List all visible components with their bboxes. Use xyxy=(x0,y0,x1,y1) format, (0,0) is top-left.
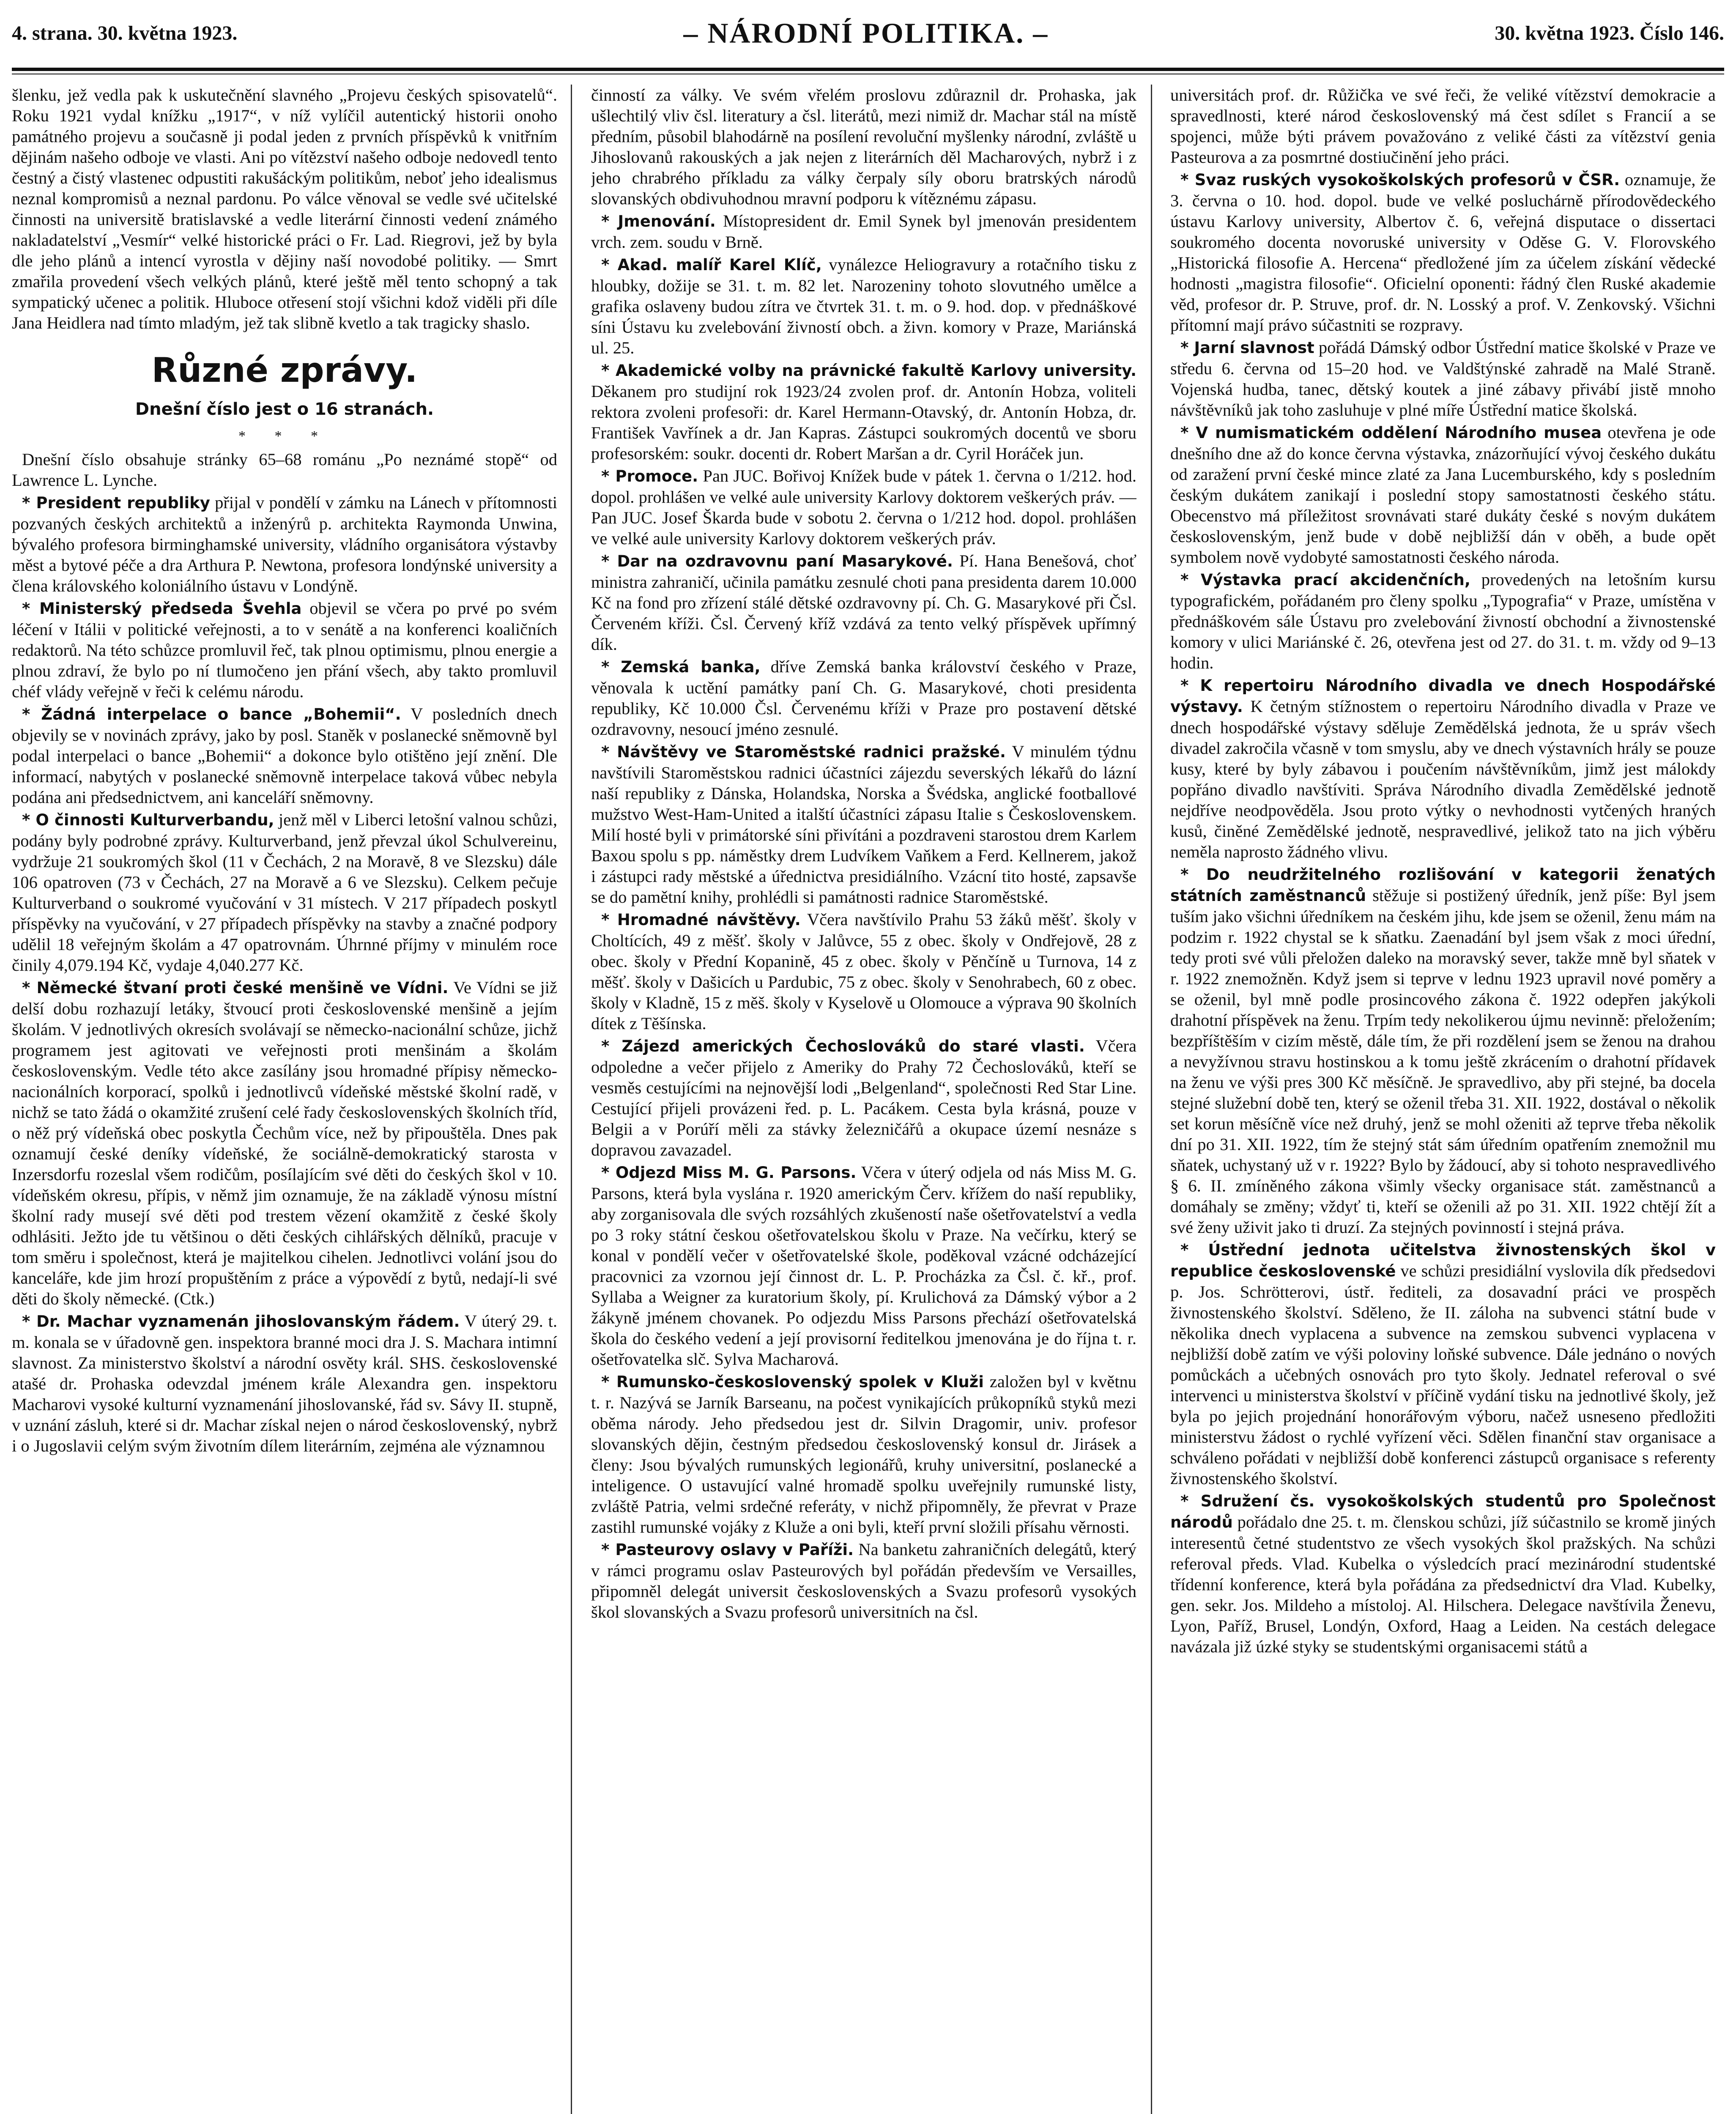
news-item xyxy=(591,466,1136,549)
header-rule xyxy=(12,68,1724,71)
news-text: V posledních dnech objevily se v novinách zprávy, jako by posl. Staněk v poslanecké sněmovně byl podal interpelaci o bance „Bohemii“ a dokonce bylo otištěno její znění. Dle informací, nabytých v poslanecké sněmovně interpelace taková vůbec nebyla podána ani předsednictvem, ani kanceláří sněmovny. xyxy=(12,704,557,807)
news-text: dříve Zemská banka království českého v Praze, věnovala k uctění památky paní Ch. G. Masarykové, choti presidenta republiky, Kč 10.000 Čsl. Červenému kříži v Praze pro postavení dětské ozdravovny, nesoucí jméno zesnulé. xyxy=(591,657,1136,739)
news-headline: * Promoce. xyxy=(601,467,698,485)
news-text: K četným stížnostem o repertoiru Národního divadla v Praze ve dnech hospodářské výstavy sděluje Zemědělská jednota, že u správ všech divadel zakročila včasně v tom smyslu, aby ve dnech výstavních hrály se pouze kusy, které by byly zábavou i poučením návštěvníkům, jimž jest málokdy popřáno divadlo navštíviti. Správa Národního divadla Zemědělské jednotě nejdříve neodpověděla. Jsou proto výtky o nevhodnosti vytčených hraných kusů, činěné Zemědělské jednotě, nespravedlivé, jelikož tato na jich výběru neměla naprosto žádného vlivu. xyxy=(1170,697,1716,861)
news-headline: * Zájezd amerických Čechoslováků do staré vlasti. xyxy=(601,1037,1085,1055)
news-text: pořádalo dne 25. t. m. členskou schůzi, jíž súčastnilo se kromě jiných interesentů četné studentstvo ze všech vysokých škol pražských. Na schůzi referoval předs. Vlad. Kubelka o výsledcích prací mezinárodní studentské třídenní konference, která byla pořádána za předsednictví dra Vlad. Kubelky, gen. sekr. Jos. Mildeho a místoloj. Al. Hilschera. Delegace navštívila Ženevu, Lyon, Paříž, Brusel, Londýn, Oxford, Haag a Leiden. Na cestách delegace navázala již úzké styky se studentskými organisacemi států a xyxy=(1170,1512,1716,1656)
article-paragraph: šlenku, jež vedla pak k uskutečnění slavného „Projevu českých spisovatelů“. Roku 1921 vydal knížku „1917“, v níž vylíčil autentický historii onoho památného projevu a současně ji podal jeden z prvních příspěvků k vnitřním dějinám našeho odboje ve vlasti. Ani po vítězství našeho odboje nedovedl tento čestný a čistý vlastenec odpustiti rakušáckým politikům, neboť jeho idealismus neznal kompromisů a neznal pardonu. Po válce věnoval se vedle své učitelské činnosti na universitě bratislavské a vedle literární činnosti vedení známého nakladatelství „Vesmír“ velké historické práci o Fr. Lad. Riegrovi, jež by byla dle jeho plánů a intencí vyrostla v dějiny naší novodobé politiky. — Smrt zmařila provedení všech velkých plánů, které ještě měl tento schopný a tak sympatický učenec a politik. Hluboce otřesení stojí všichni kdož viděli při díle Jana Heidlera nad tímto mladým, jež tak slibně kvetlo a tak tragicky shaslo. xyxy=(12,85,557,332)
news-text: V úterý 29. t. m. konala se v úřadovně gen. inspektora branné moci dra J. S. Machara intimní slavnost. Za ministerstvo školství a národní osvěty král. SHS. československé atašé dr. Prohaska odevzdal jménem krále Alexandra gen. inspektoru Macharovi vysoké kulturní vyznamenání jihoslovanské, řád sv. Sávy II. stupně, v uznání zásluh, které si dr. Machar získal nejen o národ československý, nybrž i o Jugoslavii celým svým životním dílem literárním, zejména ale významnou xyxy=(12,1312,557,1455)
news-headline: * Německé štvaní proti české menšině ve Vídni. xyxy=(22,979,449,997)
news-headline: * Rumunsko-československý spolek v Kluži xyxy=(601,1373,984,1391)
news-text: Děkanem pro studijní rok 1923/24 zvolen prof. dr. Antonín Hobza, voliteli rektora zvoleni profesoři: dr. Karel Hermann-Otavský, dr. Antonín Hobza, dr. František Vavřínek a dr. Jan Kapras. Zástupci soukromých docentů ve sboru profesorském: soukr. docenti dr. Robert Maršan a dr. Cyril Horáček jun. xyxy=(591,382,1136,463)
news-item xyxy=(1170,337,1716,420)
news-item xyxy=(591,656,1136,739)
news-headline: * Dr. Machar vyznamenán jihoslovanským řádem. xyxy=(22,1312,460,1331)
column-divider xyxy=(571,85,572,2114)
news-text: V minulém týdnu navštívili Staroměstskou radnici účastníci zájezdu severských lékařů do lázní naší republiky z Dánska, Holandska, Norska a Švédska, anglické footballové mužstvo West-Ham-United a italští účastníci zápasu Italie s Československem. Milí hosté byli v primátorské síni přivítáni a pozdraveni starostou drem Karlem Baxou spolu s pp. náměstky drem Ludvíkem Vaňkem a Ferd. Kellnerem, jakož i zástupci rady městské a úřednictva presidiálního. Vzácní tito hosté, zapsavše se do pamětní knihy, prohlédli si památnosti radnice Staroměstské. xyxy=(591,742,1136,906)
news-item xyxy=(591,1371,1136,1537)
news-item xyxy=(591,909,1136,1034)
news-item xyxy=(12,704,557,808)
news-item xyxy=(591,1162,1136,1369)
news-headline: * Jmenování. xyxy=(601,212,716,230)
news-item xyxy=(591,1539,1136,1622)
news-text: Včera odpoledne a večer přijelo z Ameriky do Prahy 72 Čechoslováků, kteří se vesměs cestujícími na nejnovější lodi „Belgenland“, společnosti Red Star Line. Cestující přijeli provázeni řed. p. L. Pacákem. Cesta byla krásná, pouze v Belgii a v Porúří měli za stávky železničářů a okupace území nesnáze s dopravou zavazadel. xyxy=(591,1036,1136,1159)
news-headline: * Hromadné návštěvy. xyxy=(601,911,801,929)
news-item xyxy=(591,254,1136,358)
news-headline: * Žádná interpelace o bance „Bohemii“. xyxy=(22,705,401,723)
news-headline: * Pasteurovy oslavy v Paříži. xyxy=(601,1541,854,1559)
news-item xyxy=(591,1035,1136,1160)
news-item xyxy=(1170,1239,1716,1489)
news-headline: * Svaz ruských vysokoškolských profesorů v ČSR. xyxy=(1180,171,1620,189)
news-headline: * Ústřední jednota učitelstva živnostenských škol v republice československé xyxy=(1170,1241,1716,1280)
issue-date-number: 30. května 1923. Číslo 146. xyxy=(1495,22,1724,44)
column-divider xyxy=(1151,85,1152,2114)
news-item xyxy=(591,360,1136,464)
news-headline: * Do neudržitelného rozlišování v kategorii ženatých státních zaměstnanců xyxy=(1170,865,1716,905)
news-text: Včera navštívilo Prahu 53 žáků měšť. školy v Choltících, 49 z měšť. školy v Jalůvce, 55 z obec. školy v Ondřejově, 28 z obec. školy v Přední Kopanině, 45 z obec. školy v Pěnčíně u Turnova, 14 z měšť. školy v Dašicích u Pardubic, 75 z obec. školy v Senohrabech, 60 z obec. školy v Kladně, 15 z měš. školy v Kyselově u Olomouce a výprava 90 školních dítek z Těšínska. xyxy=(591,910,1136,1033)
news-headline: * K repertoiru Národního divadla ve dnech Hospodářské výstavy. xyxy=(1170,676,1716,716)
newspaper-title: – NÁRODNÍ POLITIKA. – xyxy=(683,16,1049,49)
news-headline: * Akad. malíř Karel Klíč, xyxy=(601,256,822,274)
separator-stars: * * * xyxy=(238,428,331,444)
news-headline: * V numismatickém oddělení Národního musea xyxy=(1180,424,1602,442)
news-headline: * Výstavka prací akcidenčních, xyxy=(1180,571,1470,589)
news-text: pořádá Dámský odbor Ústřední matice školské v Praze ve středu 6. června od 15–20 hod. ve Valdštýnské zahradě na Malé Straně. Vojenská hudba, tanec, dětský koutek a jiné zábavy přivábí jistě mnoho návštěvníků jak toho zasluhuje v plné míře Ústřední matice školská. xyxy=(1170,338,1716,419)
news-text: založen byl v květnu t. r. Nazývá se Jarník Barseanu, na počest vynikajících průkopníků styků mezi oběma národy. Jeho předsedou jest dr. Silvin Dragomir, univ. profesor slovanských dějin, čestným předsedou československý konsul dr. Jirásek a členy: Jsou bývalých rumunských legionářů, kruhy universitní, poslanecké a inteligence. O ustavující valné hromadě spolku uveřejnily rumunské listy, zvláště Patria, velmi srdečné referáty, v nichž připomněly, že převrat v Praze zastihl rumunské vojáky z Kluže a oni byli, kteří první složili přísahu věrnosti. xyxy=(591,1372,1136,1536)
news-text: Ve Vídni se již delší dobu rozhazují letáky, štvoucí proti československé menšině a jejím školám. V jednotlivých okresích svolávají se německo-nacionální schůze, jichž programem jest agitovati ve veřejnosti proti menšinám a školám československým. Vedle této akce zasílány jsou hromadné přípisy německo-nacionálních korporací, spolků i jednotlivců vídeňské městské školní radě, v nichž se tato žádá o okamžité zrušení celé řady československých školních tříd, o něž prý vídeňská obec poskytla Čechům více, než by připouštěla. Dnes pak oznamují české deníky vídeňské, že sociálně-demokratický starosta v Inzersdorfu rozeslal všem rodičům, posílajícím své děti do českých škol v 10. vídeňském okresu, přípis, v němž jim oznamuje, že na základě výnosu místní školní rady musejí své děti pod trestem vězení okamžitě z české školy odhlásiti. Ježto jde tu většinou o děti českých cihlářských dělníků, pracuje v tom směru i společnost, která je majitelkou cihelen. Jednotlivci volání jsou do kanceláře, kde jim hrozí propuštěním z práce a výpovědí z bytů, nedají-li své děti do školy německé. (Ctk.) xyxy=(12,978,557,1308)
news-text: vynálezce Heliogravury a rotačního tisku z hloubky, dožije se 31. t. m. 82 let. Narozeniny tohoto slovutného umělce a grafika oslaveny budou zítra ve čtvrtek 31. t. m. o 9. hod. dop. v přednáškové síni Ústavu ku zvelebování živností obch. a živn. komory v Praze, Mariánská ul. 25. xyxy=(591,255,1136,357)
news-headline: * Ministerský předseda Švehla xyxy=(22,600,302,618)
news-text: oznamuje, že 3. června o 10. hod. dopol. bude ve velké posluchárně přírodovědeckého ústavu Karlovy university, Albertov č. 6, veřejná disputace o dissertaci soukromého docenta novoruské university v Oděse G. V. Florovského „Historická filosofie A. Hercena“ předložené jím za účelem získání vědecké hodnosti „magistra filosofie“. Oficielní oponenti: řádný člen Ruské akademie věd, profesor dr. P. Struve, prof. dr. N. Losský a prof. V. Zenkovský. Všichni přítomní mají právo súčastniti se rozpravy. xyxy=(1170,170,1716,334)
news-item xyxy=(12,809,557,975)
news-item xyxy=(591,741,1136,907)
page-header xyxy=(12,3,1724,63)
news-headline: * Jarní slavnost xyxy=(1180,339,1314,357)
section-subtitle: Dnešní číslo jest o 16 stranách. xyxy=(135,400,434,419)
news-item xyxy=(591,211,1136,252)
news-text: Pan JUC. Bořivoj Knížek bude v pátek 1. června o 1/212. hod. dopol. prohlášen ve velké aule university Karlovy doktorem veškerých práv. — Pan JUC. Josef Škarda bude v sobotu 2. června o 1/212 hod. dopol. prohlášen ve velké aule university Karlovy doktorem veškerých práv. xyxy=(591,466,1136,548)
column-1 xyxy=(12,85,557,2114)
news-item xyxy=(1170,1490,1716,1657)
news-headline: * O činnosti Kulturverbandu, xyxy=(22,811,274,829)
news-text: ve schůzi presidiální vyslovila dík předsedovi p. Jos. Schrötterovi, ústř. řediteli, za dosavadní práci ve prospěch živnostenského školství. Sděleno, že II. záloha na subvenci státní bude v několika dnech vyplacena a subvence na zemskou subvenci vyplacena v nejbližší době zatím ve výši poloviny loňské subvence. Dále jednáno o nových pomůckách a učebných osnovách pro tyto školy. Jednatel referoval o své intervenci u ministerstva školství v příčině vydání tisku na jednotlivé školy, jež byla po jejich projednání honorářovým výboru, načež usneseno předložiti ministerstvu žádost o rychlé vyřízení věci. Sdělen finanční stav organisace a schváleno pořádati v nejbližší době konferenci zástupců organisace s referenty živnostenského školství. xyxy=(1170,1261,1716,1488)
news-item xyxy=(591,550,1136,654)
news-item xyxy=(12,977,557,1309)
news-text: Na banketu zahraničních delegátů, který v rámci programu oslav Pasteurových byl pořádán především ve Versailles, připomněl delegát universit československých a Svazu profesorů vysokých škol slovanských a Svazu profesorů universitních na čsl. xyxy=(591,1540,1136,1621)
news-headline: * Zemská banka, xyxy=(601,658,761,676)
news-text: provedených na letošním kursu typografickém, pořádaném pro členy spolku „Typografia“ v Praze, umístěna v přednáškovém sále Ústavu pro zvelebování živností obchodní a živnostenské komory v ulici Mariánské č. 26, otevřena jest od 27. do 31. t. m. vždy od 9–13 hodin. xyxy=(1170,570,1716,672)
news-headline: * Sdružení čs. vysokoškolských studentů pro Společnost národů xyxy=(1170,1492,1716,1531)
news-text: stěžuje si postižený úředník, jenž píše: Byl jsem tuším jako všichni úředníkem na českém jihu, kde jsem se oženil, ženu mám na podzim r. 1922 chystal se k sňatku. Zaenadání byl jsem však z moci úřední, tedy proti své vůli přeložen daleko na moravský sever, takže mně byl sňatek v r. 1922 znemožněn. Když jsem si teprve v lednu 1923 upravil nové poměry a se oženil, byl mně podle prosincového zákona č. 1922 odepřen jakýkoli drahotní příspěvek na ženu. Trpím tedy nekolikerou újmu nevinně: přeložením; bezpříštěším v cizím městě, dále tím, že při rozdělení jsem se ženou na drahou a nevyžívnou stravu hostinskou a k tomu ještě zkrácením o drahotní přídavek na ženu ve výši pres 300 Kč měsíčně. Je spravedlivo, aby při stejné, ba docela stejné služební době ten, který se oženil třeba 31. XII. 1922, dostával o několik set korun měsíčně více než druhý, jenž se mohl oženiti až teprve třeba několik dní po 31. XII. 1922, tím že stejný stát sám úředním opatřením znemožnil mu sňatek, uchystaný už v r. 1922? Bylo by žádoucí, aby si tohoto nespravedlivého § 6. II. zmíněného zákona všimly všecky organisace stát. zaměstnanců a domáhaly se změny; vždyť ti, kteří se oženili až po 31. XII. 1922 chtějí žít a své ženy uživit jako ti druzí. Za stejných povinností i stejná práva. xyxy=(1170,886,1716,1237)
news-text: otevřena je ode dnešního dne až do konce června výstavka, znázorňující vývoj českého dukátu od zaražení první české mince zlaté za Jana Lucemburského, kdy s posledním českým dukátem zanikají i poslední stopy samostatnosti českého státu. Obecenstvo má příležitost srovnávati staré dukáty české s novým dukátem československým, jenž bude v době nejbližší dán v oběh, a bude opět symbolem nově vydobyté samostatnosti českého národa. xyxy=(1170,423,1716,567)
news-item xyxy=(1170,675,1716,862)
news-item xyxy=(1170,422,1716,567)
news-text: Včera v úterý odjela od nás Miss M. G. Parsons, která byla vyslána r. 1920 americkým Červ. křížem do naší republiky, aby zorganisovala dle svých rozsáhlých zkušeností naše ošetřovatelství a vedla po 3 roky státní českou ošetřovatelskou školu v Praze. Na večírku, který se konal v pondělí večer v ošetřovatelské škole, poděkoval vzácné odcházející pracovnici za vzornou její činnost dr. L. P. Procházka za Čsl. č. kř., prof. Syllaba a Weigner za kuratorium školy, pí. Krulichová za Dámský výbor a 2 žákyně jménem chovanek. Po odjezdu Miss Parsons přechází ošetřovatelská škola do českého vedení a její provisorní ředitelkou jmenována je do října t. r. ošetřovatelka slč. Sylva Macharová. xyxy=(591,1163,1136,1369)
news-item xyxy=(12,1311,557,1456)
news-item xyxy=(1170,569,1716,673)
news-item xyxy=(12,598,557,702)
news-headline: * Odjezd Miss M. G. Parsons. xyxy=(601,1164,857,1182)
news-headline: * Návštěvy ve Staroměstské radnici pražské. xyxy=(601,743,1006,761)
article-paragraph: činností za války. Ve svém vřelém proslovu zdůraznil dr. Prohaska, jak ušlechtilý vliv čsl. literatury a čsl. literátů, mezi nimiž dr. Machar stál na místě předním, působil blahodárně na posílení revoluční myšlenky národní, zvláště u Jihoslovanů rakouských a jak nejen z literárních děl Macharových, nybrž i z jeho chrabrého příkladu za války čerpaly síly oboru bratrských národů slovanských obdivuhodnou mravní podporu k vítěznému zápasu. xyxy=(591,85,1136,208)
news-headline: * Akademické volby na právnické fakultě Karlovy university. xyxy=(601,361,1136,380)
news-text: Pí. Hana Benešová, choť ministra zahraničí, učinila památku zesnulé choti pana presidenta darem 10.000 Kč na fond pro zřízení stálé dětské ozdravovny pí. Ch. G. Masarykové při Čsl. Červeném kříži. Čsl. Červený kříž vzdává za tento velký příspěvek upřímný dík. xyxy=(591,551,1136,654)
news-headline: * Dar na ozdravovnu paní Masarykové. xyxy=(601,552,953,570)
column-2 xyxy=(591,85,1136,2114)
article-paragraph: universitách prof. dr. Růžička ve své řeči, že veliké vítězství demokracie a spravedlnosti, které národ československý má čest sdílet s Francií a se spojenci, může býti právem považováno z veliké části za vítězství genia Pasteurova a za posmrtné dostiučinění jeho práci. xyxy=(1170,85,1716,167)
column-3 xyxy=(1170,85,1716,2114)
news-text: Místopresident dr. Emil Synek byl jmenován presidentem vrch. zem. soudu v Brně. xyxy=(591,211,1136,252)
page-number-date: 4. strana. 30. května 1923. xyxy=(12,22,238,44)
news-text: objevil se včera po prvé po svém léčení v Itálii v politické veřejnosti, a to v senátě a na konferenci koaličních redaktorů. Na této schůzce promluvil řeč, tak plnou optimismu, plnou energie a plnou zdraví, že bylo po ní tlumočeno jen přání všech, aby takto promluvil chéf vlády veřejně v řeči k celému národu. xyxy=(12,599,557,701)
news-text: jenž měl v Liberci letošní valnou schůzi, podány byly podrobné zprávy. Kulturverband, jenž převzal úkol Schulvereinu, vydržuje 21 soukromých škol (11 v Čechách, 2 na Moravě, 8 ve Slezsku) dále 106 opatroven (73 v Čechách, 27 na Moravě a 6 ve Slezsku). Celkem pečuje Kulturverband o soukromé vyučování v 31 místech. V 217 případech poskytl příspěvky na vyučování, v 27 případech příspěvky na stavby a značné podpory udělil 18 veřejným školám a 47 opatrovnám. Úhrnné příjmy v minulém roce činily 4,079.194 Kč, vydaje 4,040.277 Kč. xyxy=(12,810,557,975)
section-title: Různé zprávy. xyxy=(151,351,418,390)
article-paragraph: Dnešní číslo obsahuje stránky 65–68 románu „Po neznámé stopě“ od Lawrence L. Lynche. xyxy=(12,450,557,490)
news-headline: * President republiky xyxy=(22,494,210,512)
news-item xyxy=(1170,169,1716,335)
news-text: přijal v pondělí v zámku na Lánech v přítomnosti pozvaných českých architektů a inženýrů p. architekta Raymonda Unwina, bývalého profesora birminghamské university, vládního organisátora výstavby měst a bytové péče a dra Arthura P. Newtona, profesora londýnské university a člena královského koloniálního ústavu v Londýně. xyxy=(12,493,557,595)
news-item xyxy=(12,492,557,596)
news-item xyxy=(1170,864,1716,1238)
